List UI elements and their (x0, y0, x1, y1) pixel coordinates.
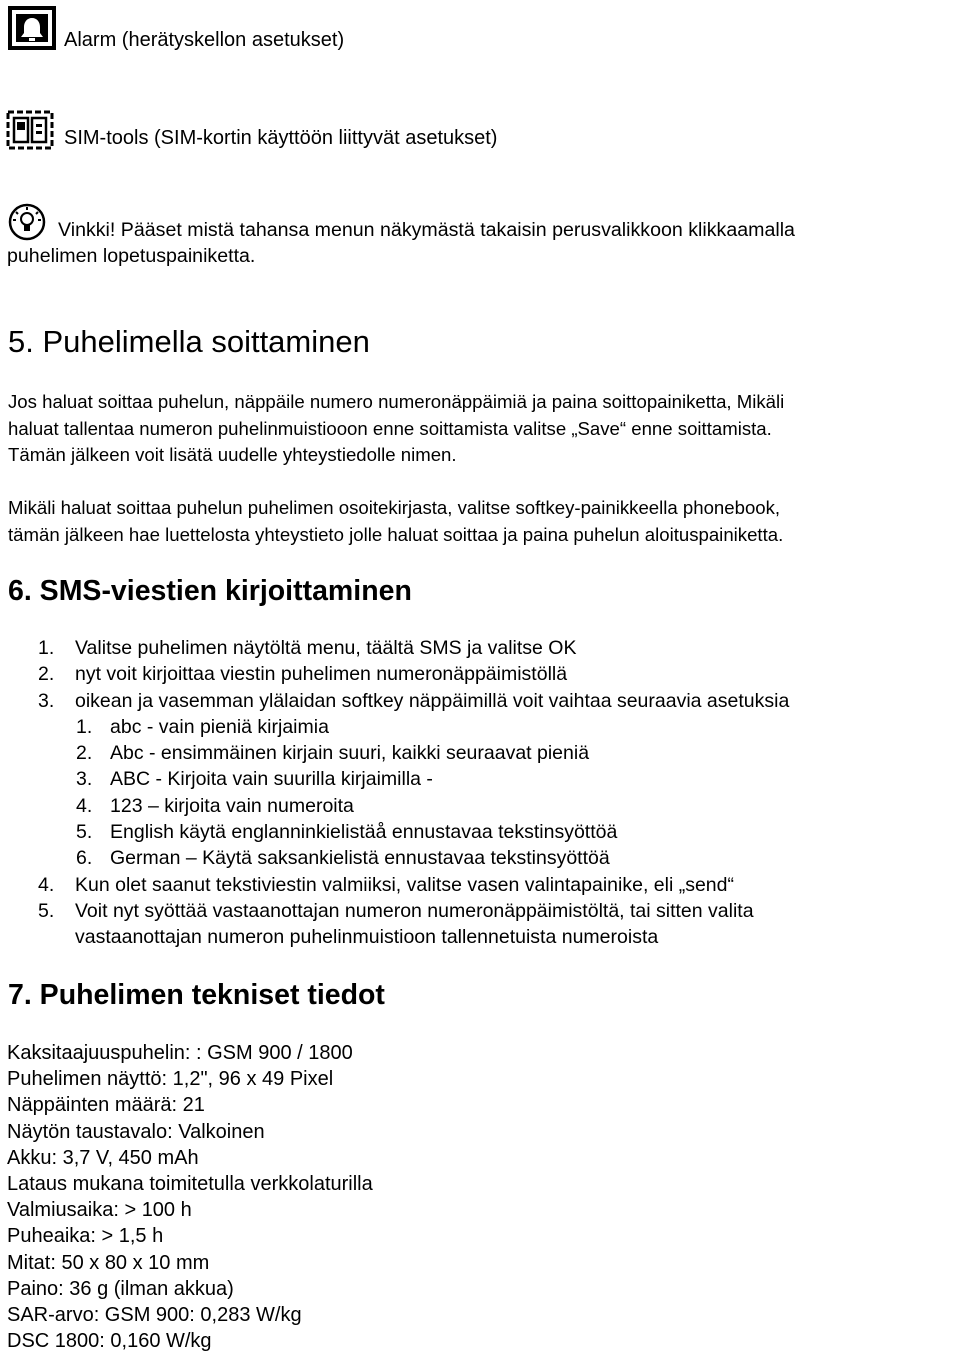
list-item (8, 635, 789, 661)
list-number: 3. (76, 768, 93, 791)
sms-instructions-list (8, 635, 789, 951)
list-subitem (8, 714, 789, 740)
sim-card-icon (6, 110, 54, 150)
section-5-paragraph-1 (8, 389, 958, 469)
sim-tools-item-label: SIM-tools (SIM-kortin käyttöön liittyvät asetukset) (64, 127, 498, 149)
section-7-heading: 7. Puhelimen tekniset tiedot (8, 979, 385, 1011)
text-line: haluat tallentaa numeron puhelinmuistiooon enne soittamista valitse „Save“ enne soittamista. (8, 417, 772, 439)
list-text: abc - vain pieniä kirjaimia (110, 715, 329, 738)
text-line: Tämän jälkeen voit lisätä uudelle yhteystiedolle nimen. (8, 444, 457, 465)
list-subitem (8, 819, 789, 845)
list-item (8, 688, 789, 714)
tech-specs-list (7, 1040, 373, 1354)
text-line: tämän jälkeen hae luettelosta yhteystieto jolle haluat soittaa ja paina puhelun aloituspainiketta. (8, 523, 784, 545)
spec-item: Mitat: 50 x 80 x 10 mm (7, 1251, 210, 1274)
list-subitem (8, 845, 789, 871)
list-text: 123 – kirjoita vain numeroita (110, 794, 354, 817)
spec-item: Kaksitaajuuspuhelin: : GSM 900 / 1800 (7, 1042, 353, 1064)
list-number: 5. (76, 821, 93, 844)
list-subitem (8, 740, 789, 766)
spec-item: Näppäinten määrä: 21 (7, 1094, 205, 1117)
list-text: oikean ja vasemman ylälaidan softkey näppäimillä voit vaihtaa seuraavia asetuksia (75, 689, 790, 712)
list-number: 2. (76, 742, 93, 765)
section-5-paragraph-2 (8, 495, 958, 548)
list-subitem (8, 766, 789, 792)
list-number: 5. (38, 899, 55, 922)
list-number: 4. (76, 794, 93, 817)
spec-item: SAR-arvo: GSM 900: 0,283 W/kg (7, 1304, 302, 1327)
spec-item: Puhelimen näyttö: 1,2", 96 x 49 Pixel (7, 1068, 334, 1091)
tip-line-2: puhelimen lopetuspainiketta. (7, 245, 256, 267)
alarm-item-label: Alarm (herätyskellon asetukset) (64, 29, 345, 51)
alarm-item (6, 4, 344, 52)
list-number: 3. (38, 689, 55, 712)
spec-item: Näytön taustavalo: Valkoinen (7, 1120, 265, 1143)
lightbulb-icon (6, 202, 48, 242)
list-text: Voit nyt syöttää vastaanottajan numeron numeronäppäimistöltä, tai sitten valita (75, 899, 754, 922)
list-text: vastaanottajan numeron puhelinmuistioon tallennetuista numeroista (75, 926, 659, 949)
spec-item: Valmiusaika: > 100 h (7, 1199, 192, 1222)
list-item (8, 898, 789, 924)
text-line: Mikäli haluat soittaa puhelun puhelimen osoitekirjasta, valitse softkey-painikkeella phonebook, (8, 497, 781, 518)
list-number: 6. (76, 847, 93, 870)
list-text: Abc - ensimmäinen kirjain suuri, kaikki seuraavat pieniä (110, 742, 590, 765)
spec-item: Akku: 3,7 V, 450 mAh (7, 1146, 199, 1169)
list-number: 2. (38, 663, 55, 686)
list-item (8, 872, 789, 898)
sim-tools-item (6, 110, 497, 150)
spec-item: Lataus mukana toimitetulla verkkolaturilla (7, 1173, 373, 1196)
tip-line-1: Vinkki! Pääset mistä tahansa menun näkymästä takaisin perusvalikkoon klikkaamalla (58, 219, 795, 241)
spec-item: Puheaika: > 1,5 h (7, 1225, 164, 1248)
tip-block (6, 202, 795, 268)
list-number: 1. (38, 637, 55, 659)
list-text: nyt voit kirjoittaa viestin puhelimen numeronäppäimistöllä (75, 663, 568, 686)
list-text: Kun olet saanut tekstiviestin valmiiksi, valitse vasen valintapainike, eli „send“ (75, 873, 734, 896)
alarm-bell-icon (6, 4, 58, 52)
list-text: ABC - Kirjoita vain suurilla kirjaimilla - (110, 768, 433, 791)
text-line: Jos haluat soittaa puhelun, näppäile numero numeronäppäimiä ja paina soittopainiketta, Mikäli (8, 391, 785, 412)
list-number: 4. (38, 873, 55, 896)
list-number: 1. (76, 715, 93, 738)
section-6-heading: 6. SMS-viestien kirjoittaminen (8, 575, 412, 607)
list-item (8, 661, 789, 687)
spec-item: Paino: 36 g (ilman akkua) (7, 1277, 234, 1300)
list-text: Valitse puhelimen näytöltä menu, täältä SMS ja valitse OK (75, 637, 577, 659)
list-text: German – Käytä saksankielistä ennustavaa tekstinsyöttöä (110, 847, 610, 870)
list-subitem (8, 793, 789, 819)
list-text: English käytä englanninkielistäå ennustavaa tekstinsyöttöä (110, 821, 618, 844)
section-5-heading: 5. Puhelimella soittaminen (8, 324, 370, 359)
list-item (8, 924, 789, 950)
spec-item: DSC 1800: 0,160 W/kg (7, 1330, 212, 1353)
